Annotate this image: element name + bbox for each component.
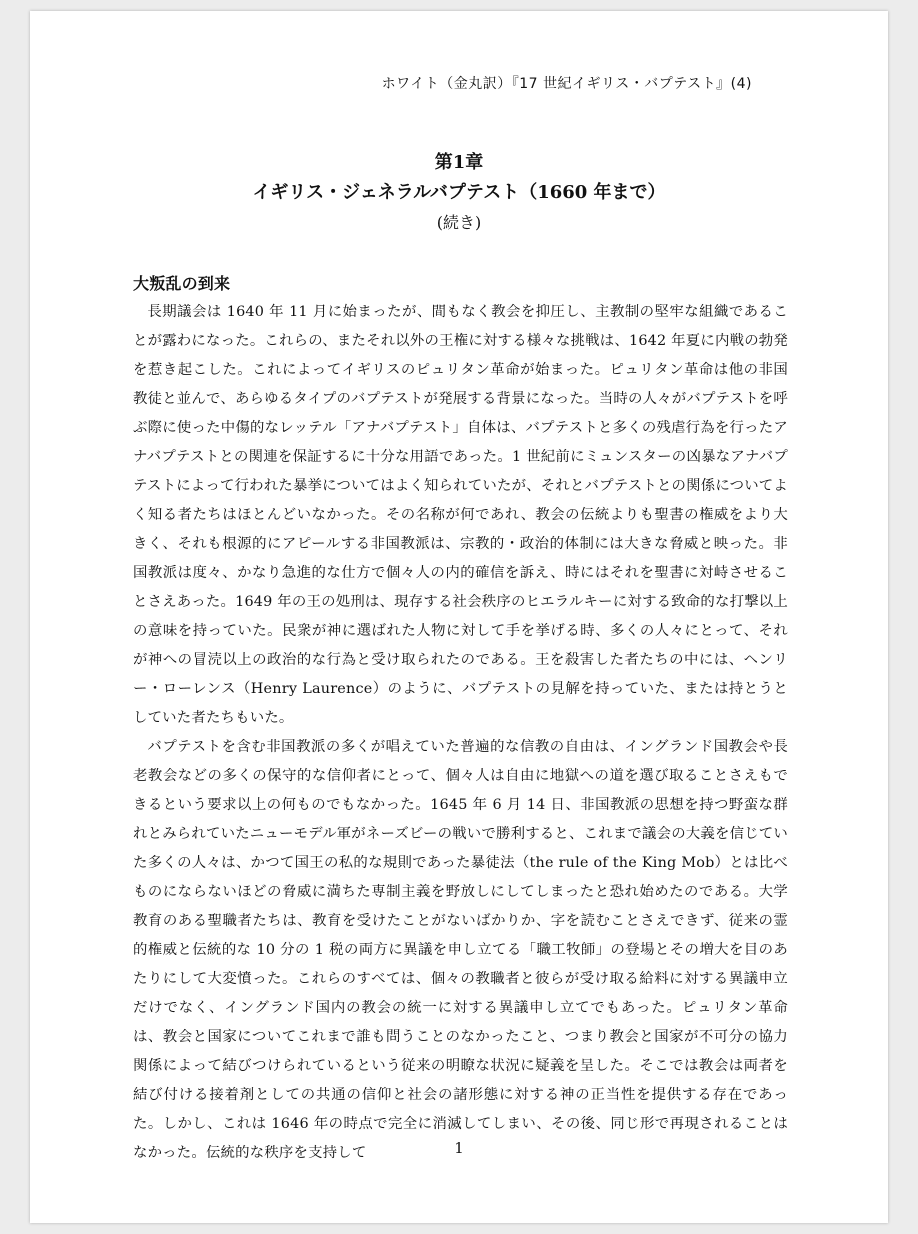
page-number: 1 xyxy=(454,1139,464,1157)
chapter-number: 第1章 xyxy=(434,152,484,173)
body-text xyxy=(133,269,788,1168)
running-header: ホワイト（金丸訳）『17 世紀イギリス・バプテスト』(4) xyxy=(381,76,752,92)
chapter-heading xyxy=(30,148,888,238)
chapter-title: イギリス・ジェネラルバプテスト（1660 年まで） xyxy=(252,182,666,203)
section-heading: 大叛乱の到来 xyxy=(133,274,231,293)
chapter-subtitle: (続き) xyxy=(436,213,482,232)
paragraph-2: バプテストを含む非国教派の多くが唱えていた普遍的な信教の自由は、イングランド国教会や長老教会などの多くの保守的な信仰者にとって、個々人は自由に地獄への道を選び取ることさえもできるという要求以上の何ものでもなかった。1645 年 6 月 14 日、非国教派の思想を持つ野蛮な群れとみられていたニューモデル軍がネーズビーの戦いで勝利すると、これまで議会の大義を信じていた多くの人々は、かつて国王の私的な規則であった暴徒法（the rule of the King Mob）とは比べものにならないほどの脅威に満ちた専制主義を野放しにしてしまったと恐れ始めたのである。大学教育のある聖職者たちは、教育を受けたことがないばかりか、字を読むことさえできず、従来の霊的権威と伝統的な 10 分の 1 税の両方に異議を申し立てる「職工牧師」の登場とその増大を目のあたりにして大変憤った。これらのすべては、個々の教職者と彼らが受け取る給料に対する異議申立だけでなく、イングランド国内の教会の統一に対する異議申し立てでもあった。ピュリタン革命は、教会と国家についてこれまで誰も問うことのなかったこと、つまり教会と国家が不可分の協力関係によって結びつけられているという従来の明瞭な状況に疑義を呈した。そこでは教会は両者を結び付ける接着剤としての共通の信仰と社会の諸形態に対する神の正当性を提供する存在であった。しかし、これは 1646 年の時点で完全に消滅してしまい、その後、同じ形で再現されることはなかった。伝統的な秩序を支持して xyxy=(133,739,788,1161)
paragraph-1: 長期議会は 1640 年 11 月に始まったが、間もなく教会を抑圧し、主教制の堅牢な組織であることが露わになった。これらの、またそれ以外の王権に対する様々な挑戦は、1642 年夏に内戦の勃発を惹き起こした。これによってイギリスのピュリタン革命が始まった。ピュリタン革命は他の非国教徒と並んで、あらゆるタイプのバプテストが発展する背景になった。当時の人々がバプテストを呼ぶ際に使った中傷的なレッテル「アナバプテスト」自体は、バプテストと多くの残虐行為を行ったアナバプテストとの関連を保証するに十分な用語であった。1 世紀前にミュンスターの凶暴なアナバプテストによって行われた暴挙についてはよく知られていたが、それとバプテストとの関係についてよく知る者たちはほとんどいなかった。その名称が何であれ、教会の伝統よりも聖書の権威をより大きく、それも根源的にアピールする非国教派は、宗教的・政治的体制には大きな脅威と映った。非国教派は度々、かなり急進的な仕方で個々人の内的確信を訴え、時にはそれを聖書に対峙させることさえあった。1649 年の王の処刑は、現存する社会秩序のヒエラルキーに対する致命的な打撃以上の意味を持っていた。民衆が神に選ばれた人物に対して手を挙げる時、多くの人々にとって、それが神への冒涜以上の政治的な行為と受け取られたのである。王を殺害した者たちの中には、ヘンリー・ローレンス（Henry Laurence）のように、バプテストの見解を持っていた、または持とうとしていた者たちもいた。 xyxy=(133,304,788,726)
document-page xyxy=(30,11,888,1223)
